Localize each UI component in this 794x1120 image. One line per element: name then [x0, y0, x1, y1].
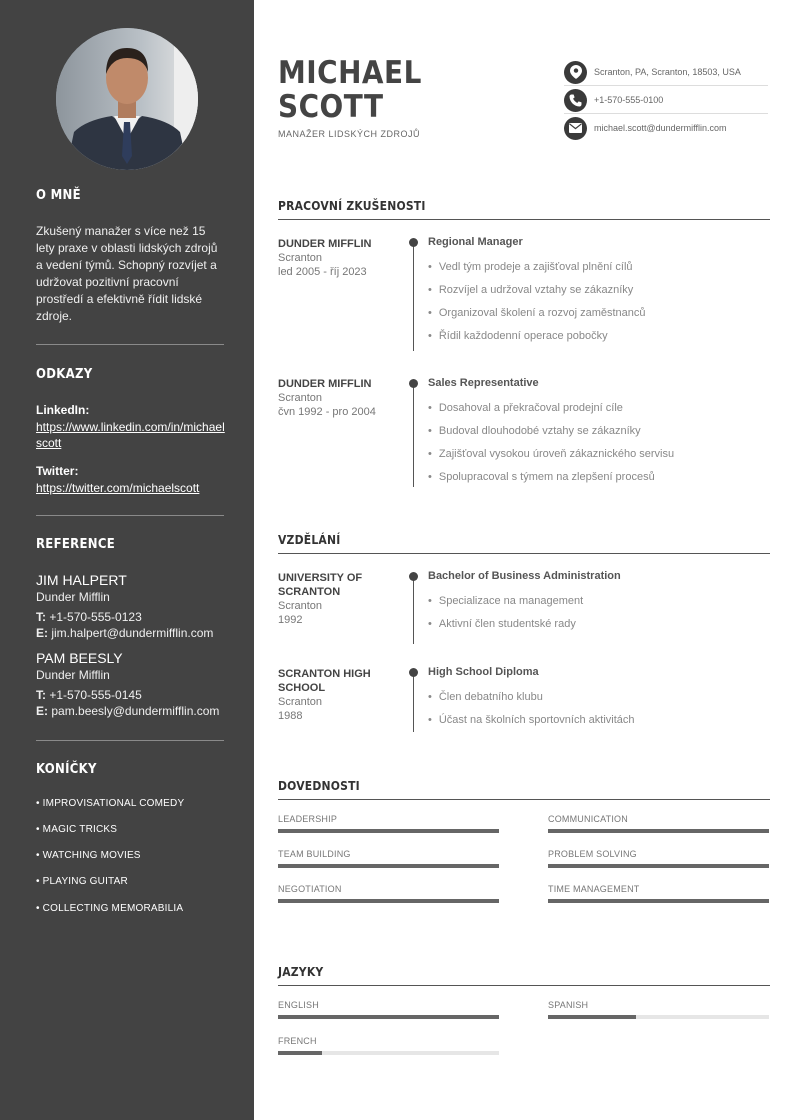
org-dates: 1992: [278, 614, 303, 626]
org-location: Scranton: [278, 252, 323, 264]
link-twitter: [36, 463, 226, 496]
phone-label: T:: [36, 688, 46, 702]
language-bar-fill: [548, 1015, 636, 1019]
hobby-item: • IMPROVISATIONAL COMEDY: [36, 798, 185, 809]
contact-email: [564, 114, 768, 142]
email-label: E:: [36, 626, 48, 640]
reference-company: Dunder Mifflin: [36, 590, 110, 604]
language-bar-track: [278, 1015, 499, 1019]
references-heading: REFERENCE: [36, 537, 116, 552]
email-label: E:: [36, 704, 48, 718]
about-text: Zkušený manažer s více než 15 lety praxe v oblasti lidských zdrojů a vedení týmů. Schopný rozvíjet a udržovat pozitivní pracovní prostředí a efektivně řídit lidské zdroje.: [36, 224, 218, 323]
skill-item: [548, 814, 769, 824]
language-item: [548, 1000, 769, 1010]
degree: High School Diploma: [428, 666, 539, 678]
bullet-item: • Spolupracoval s týmem na zlepšení procesů: [428, 471, 655, 483]
language-bar-track: [548, 1015, 769, 1019]
language-name: ENGLISH: [278, 1000, 319, 1010]
skill-item: [278, 849, 499, 859]
skill-bar-fill: [278, 864, 499, 868]
org-dates: 1988: [278, 710, 303, 722]
skill-bar-track: [278, 829, 499, 833]
org-name-line: SCRANTON HIGH: [278, 668, 371, 680]
skill-bar-fill: [548, 864, 769, 868]
language-name: FRENCH: [278, 1036, 317, 1046]
org-name-line: SCHOOL: [278, 682, 326, 694]
link-linkedin: [36, 402, 226, 451]
reference-phone: +1-570-555-0123: [49, 610, 142, 624]
email-text[interactable]: michael.scott@dundermifflin.com: [594, 123, 727, 133]
timeline-dot: [409, 668, 418, 677]
contact-address: [564, 58, 768, 86]
org-dates: čvn 1992 - pro 2004: [278, 406, 376, 418]
first-name: MICHAEL: [278, 55, 422, 91]
contact-phone: [564, 86, 768, 114]
job-role: Regional Manager: [428, 236, 523, 248]
timeline-line: [413, 383, 414, 487]
divider: [36, 344, 224, 345]
language-bar-fill: [278, 1051, 322, 1055]
bullet-item: • Budoval dlouhodobé vztahy se zákazníky: [428, 425, 641, 437]
timeline-dot: [409, 572, 418, 581]
hobbies-heading: KONÍČKY: [36, 762, 97, 777]
reference-item: [36, 650, 226, 719]
about-heading: O MNĚ: [36, 188, 81, 203]
location-pin-icon: [564, 61, 587, 84]
bullet-item: • Vedl tým prodeje a zajišťoval plnění cílů: [428, 261, 633, 273]
bullet-item: • Účast na školních sportovních aktivitách: [428, 714, 635, 726]
hobby-item: • PLAYING GUITAR: [36, 876, 128, 887]
divider: [36, 515, 224, 516]
bullet-item: • Dosahoval a překračoval prodejní cíle: [428, 402, 623, 414]
org-dates: led 2005 - říj 2023: [278, 266, 367, 278]
linkedin-link[interactable]: https://www.linkedin.com/in/michaelscott: [36, 420, 225, 450]
links-heading: ODKAZY: [36, 367, 93, 382]
skill-name: LEADERSHIP: [278, 814, 338, 824]
job-title: MANAŽER LIDSKÝCH ZDROJŮ: [278, 129, 421, 139]
bullet-item: • Organizoval školení a rozvoj zaměstnanců: [428, 307, 646, 319]
sidebar: [0, 0, 254, 1120]
reference-email: pam.beesly@dundermifflin.com: [51, 704, 220, 718]
skill-item: [278, 884, 499, 894]
org-location: Scranton: [278, 696, 323, 708]
skill-name: NEGOTIATION: [278, 884, 342, 894]
timeline-line: [413, 242, 414, 351]
org-location: Scranton: [278, 392, 323, 404]
skill-bar-fill: [278, 829, 499, 833]
skill-bar-track: [548, 864, 769, 868]
language-bar-fill: [278, 1015, 499, 1019]
name-heading: [278, 56, 422, 124]
skill-bar-fill: [278, 899, 499, 903]
last-name: SCOTT: [278, 89, 384, 125]
job-role: Sales Representative: [428, 377, 539, 389]
skill-bar-track: [278, 899, 499, 903]
phone-text: +1-570-555-0100: [594, 95, 664, 105]
education-org-block: [278, 571, 398, 627]
reference-item: [36, 572, 226, 641]
org-name: DUNDER MIFFLIN: [278, 378, 372, 390]
hobby-item: • WATCHING MOVIES: [36, 850, 141, 861]
skill-name: TIME MANAGEMENT: [548, 884, 640, 894]
reference-phone: +1-570-555-0145: [49, 688, 142, 702]
timeline-line: [413, 672, 414, 732]
language-bar-track: [278, 1051, 499, 1055]
skill-name: PROBLEM SOLVING: [548, 849, 637, 859]
reference-name: PAM BEESLY: [36, 650, 123, 666]
experience-org-block: [278, 377, 398, 419]
education-heading: VZDĚLÁNÍ: [278, 533, 341, 547]
section-rule: [278, 985, 770, 986]
experience-org-block: [278, 237, 398, 279]
skill-name: TEAM BUILDING: [278, 849, 351, 859]
skill-bar-track: [278, 864, 499, 868]
timeline-line: [413, 576, 414, 644]
org-location: Scranton: [278, 600, 323, 612]
section-rule: [278, 799, 770, 800]
bullet-item: • Řídil každodenní operace pobočky: [428, 330, 608, 342]
bullet-item: • Zajišťoval vysokou úroveň zákaznického servisu: [428, 448, 674, 460]
languages-heading: JAZYKY: [278, 965, 324, 979]
bullet-item: • Specializace na management: [428, 595, 583, 607]
skills-heading: DOVEDNOSTI: [278, 779, 360, 793]
org-name-line: UNIVERSITY OF: [278, 572, 363, 584]
timeline-dot: [409, 238, 418, 247]
org-name: DUNDER MIFFLIN: [278, 238, 372, 250]
skill-bar-fill: [548, 899, 769, 903]
hobby-item: • MAGIC TRICKS: [36, 824, 118, 835]
envelope-icon: [564, 117, 587, 140]
section-rule: [278, 553, 770, 554]
phone-label: T:: [36, 610, 46, 624]
skill-name: COMMUNICATION: [548, 814, 628, 824]
skill-bar-fill: [548, 829, 769, 833]
language-name: SPANISH: [548, 1000, 589, 1010]
divider: [36, 740, 224, 741]
skill-item: [548, 849, 769, 859]
language-item: [278, 1036, 499, 1046]
reference-company: Dunder Mifflin: [36, 668, 110, 682]
address-text: Scranton, PA, Scranton, 18503, USA: [594, 67, 741, 77]
hobby-item: • COLLECTING MEMORABILIA: [36, 903, 184, 914]
section-rule: [278, 219, 770, 220]
skill-bar-track: [548, 899, 769, 903]
reference-name: JIM HALPERT: [36, 572, 127, 588]
link-label: LinkedIn:: [36, 403, 90, 417]
skill-bar-track: [548, 829, 769, 833]
timeline-dot: [409, 379, 418, 388]
bullet-item: • Člen debatního klubu: [428, 691, 543, 703]
reference-email: jim.halpert@dundermifflin.com: [51, 626, 214, 640]
org-name-line: SCRANTON: [278, 586, 341, 598]
link-label: Twitter:: [36, 464, 79, 478]
profile-photo: [56, 28, 198, 170]
bullet-item: • Rozvíjel a udržoval vztahy se zákazníky: [428, 284, 633, 296]
experience-heading: PRACOVNÍ ZKUŠENOSTI: [278, 199, 426, 213]
language-item: [278, 1000, 499, 1010]
skill-item: [278, 814, 499, 824]
phone-icon: [564, 89, 587, 112]
twitter-link[interactable]: https://twitter.com/michaelscott: [36, 481, 200, 495]
education-org-block: [278, 667, 398, 723]
degree: Bachelor of Business Administration: [428, 570, 621, 582]
skill-item: [548, 884, 769, 894]
bullet-item: • Aktivní člen studentské rady: [428, 618, 576, 630]
